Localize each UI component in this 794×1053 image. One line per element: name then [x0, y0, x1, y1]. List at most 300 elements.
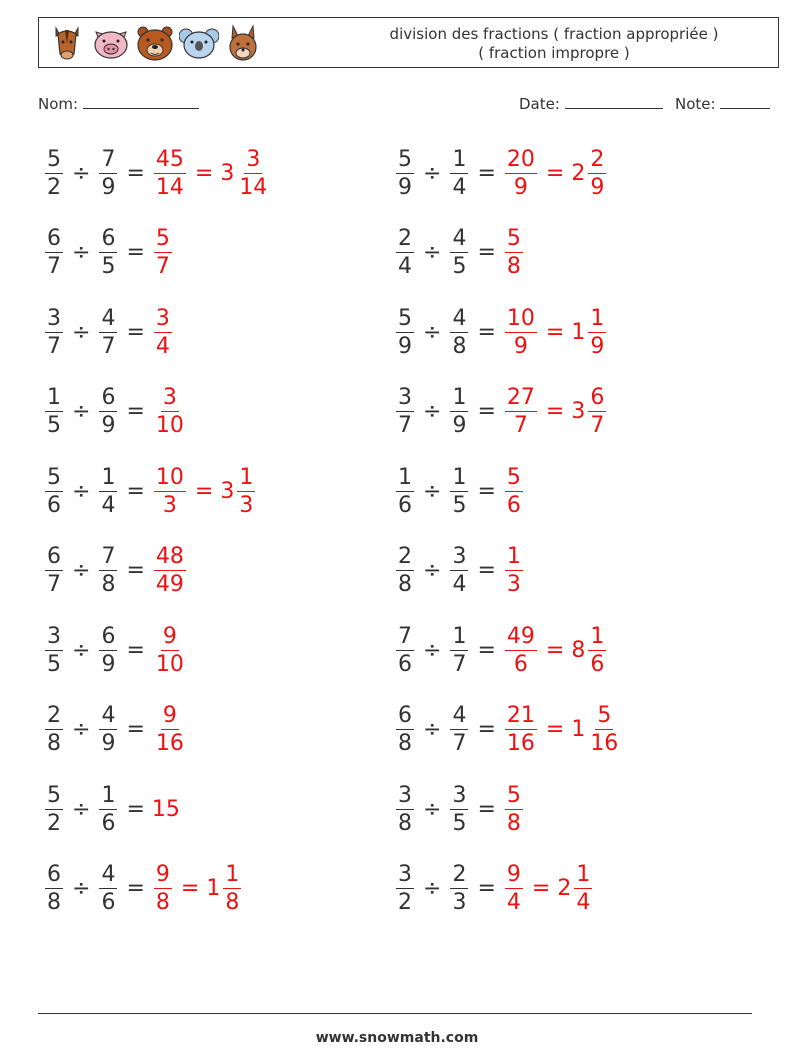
problem-item — [43, 143, 271, 203]
numerator: 9 — [162, 623, 177, 649]
problem-item — [43, 461, 257, 521]
numerator: 6 — [101, 623, 116, 649]
numerator: 5 — [47, 464, 61, 490]
numerator: 5 — [155, 226, 170, 251]
denominator: 6 — [101, 810, 116, 836]
numerator: 1 — [576, 862, 591, 887]
denominator: 8 — [506, 810, 521, 836]
fraction — [154, 305, 172, 360]
operator: ÷ — [72, 876, 91, 901]
numerator: 6 — [47, 544, 61, 569]
fraction — [505, 861, 523, 916]
denominator: 3 — [239, 492, 254, 518]
fraction — [45, 861, 63, 916]
fraction — [450, 861, 468, 916]
numerator: 5 — [47, 782, 61, 808]
fraction — [505, 464, 523, 519]
denominator: 5 — [452, 492, 467, 518]
denominator: 7 — [155, 254, 170, 279]
footer-divider — [38, 1013, 752, 1014]
fraction — [505, 702, 537, 757]
fraction — [396, 146, 414, 201]
operator: = — [477, 478, 496, 504]
denominator: 2 — [398, 890, 412, 915]
operator: ÷ — [72, 717, 91, 742]
numerator: 5 — [398, 305, 412, 331]
denominator: 7 — [590, 413, 605, 438]
denominator: 6 — [47, 492, 61, 518]
problem-item — [43, 700, 188, 760]
numerator: 1 — [225, 862, 240, 887]
note-field[interactable] — [675, 94, 770, 113]
fraction — [450, 543, 468, 598]
numerator: 3 — [398, 862, 412, 887]
denominator: 5 — [47, 651, 61, 677]
fraction — [45, 623, 63, 678]
fraction — [99, 146, 117, 201]
name-blank[interactable] — [83, 94, 199, 109]
operator: = — [477, 319, 496, 345]
denominator: 9 — [398, 174, 412, 200]
denominator: 6 — [101, 890, 116, 915]
mixed-fraction — [223, 861, 241, 916]
numerator: 1 — [452, 623, 467, 649]
fraction — [396, 861, 414, 916]
numerator: 5 — [47, 146, 61, 172]
operator: = — [126, 399, 145, 424]
problem-item — [394, 620, 608, 680]
operator: = — [477, 796, 496, 822]
numerator: 4 — [452, 703, 467, 728]
denominator: 8 — [398, 731, 412, 756]
denominator: 4 — [452, 572, 467, 597]
numerator: 3 — [398, 782, 412, 808]
denominator: 6 — [398, 651, 412, 677]
fraction — [154, 384, 186, 439]
operator: = — [477, 717, 496, 742]
date-field[interactable] — [519, 94, 663, 113]
fraction — [450, 782, 468, 837]
numerator: 3 — [452, 782, 467, 808]
operator: = — [477, 558, 496, 583]
problem-item — [394, 461, 525, 521]
fraction — [505, 225, 523, 280]
numerator: 5 — [597, 703, 612, 728]
operator: = — [545, 717, 565, 742]
operator: ÷ — [423, 319, 442, 345]
denominator: 5 — [101, 254, 116, 279]
fraction — [505, 623, 537, 678]
fraction — [99, 305, 117, 360]
operator: ÷ — [72, 637, 91, 663]
footer-url: www.snowmath.com — [315, 1030, 479, 1046]
denominator: 8 — [506, 254, 521, 279]
note-label: Note: — [675, 95, 716, 113]
operator: = — [126, 558, 145, 583]
numerator: 7 — [398, 623, 412, 649]
mixed-whole: 8 — [571, 637, 586, 663]
fraction — [396, 702, 414, 757]
operator: = — [194, 478, 214, 504]
operator: = — [126, 876, 145, 901]
numerator: 5 — [506, 226, 521, 251]
denominator: 4 — [576, 890, 591, 915]
date-blank[interactable] — [565, 94, 663, 109]
operator: ÷ — [423, 876, 442, 901]
numerator: 9 — [155, 862, 170, 887]
denominator: 9 — [513, 333, 528, 359]
fraction — [99, 782, 117, 837]
denominator: 7 — [398, 413, 412, 438]
numerator: 10 — [155, 464, 184, 490]
denominator: 6 — [513, 651, 528, 677]
denominator: 7 — [47, 572, 61, 597]
operator: = — [477, 160, 496, 186]
fraction — [396, 464, 414, 519]
fraction — [99, 623, 117, 678]
operator: = — [477, 637, 496, 663]
worksheet-header — [38, 17, 779, 68]
mixed-whole: 1 — [571, 717, 586, 742]
numerator: 6 — [47, 862, 61, 887]
fraction — [154, 861, 172, 916]
fraction — [450, 305, 468, 360]
operator: = — [545, 637, 565, 663]
denominator: 4 — [506, 890, 521, 915]
fraction — [99, 384, 117, 439]
denominator: 9 — [513, 174, 528, 200]
operator: ÷ — [72, 478, 91, 504]
denominator: 2 — [47, 174, 61, 200]
mixed-fraction — [588, 623, 606, 678]
mixed-whole: 1 — [206, 876, 221, 901]
numerator: 3 — [47, 623, 61, 649]
denominator: 9 — [101, 413, 116, 438]
fraction — [505, 782, 523, 837]
numerator: 48 — [155, 544, 184, 569]
denominator: 3 — [506, 572, 521, 597]
bear-icon — [135, 22, 175, 64]
denominator: 7 — [452, 731, 467, 756]
fraction — [45, 543, 63, 598]
operator: ÷ — [72, 399, 91, 424]
operator: = — [126, 637, 145, 663]
fraction — [505, 146, 537, 201]
numerator: 4 — [101, 703, 116, 728]
operator: = — [180, 876, 200, 901]
numerator: 4 — [101, 305, 116, 331]
fraction — [99, 702, 117, 757]
operator: ÷ — [72, 558, 91, 583]
numerator: 1 — [506, 544, 521, 569]
fraction — [450, 384, 468, 439]
animal-icons — [47, 22, 263, 64]
mixed-whole: 1 — [571, 319, 586, 345]
denominator: 4 — [452, 174, 467, 200]
answer-whole: 15 — [151, 796, 180, 822]
numerator: 3 — [162, 385, 177, 410]
denominator: 9 — [101, 174, 116, 200]
numerator: 1 — [590, 305, 605, 331]
numerator: 5 — [506, 782, 521, 808]
operator: ÷ — [423, 160, 442, 186]
fraction — [396, 225, 414, 280]
denominator: 14 — [155, 174, 184, 200]
fraction — [45, 225, 63, 280]
numerator: 9 — [506, 862, 521, 887]
denominator: 4 — [101, 492, 116, 518]
operator: = — [126, 796, 145, 822]
mixed-fraction — [588, 702, 620, 757]
note-blank[interactable] — [720, 94, 770, 109]
numerator: 6 — [590, 385, 605, 410]
numerator: 1 — [452, 146, 467, 172]
denominator: 8 — [155, 890, 170, 915]
problem-item — [43, 779, 180, 839]
problem-item — [394, 302, 608, 362]
mixed-whole: 2 — [571, 160, 586, 186]
numerator: 45 — [155, 146, 184, 172]
mixed-fraction — [574, 861, 592, 916]
numerator: 2 — [398, 544, 412, 569]
operator: = — [531, 876, 551, 901]
denominator: 16 — [506, 731, 535, 756]
fraction — [99, 543, 117, 598]
denominator: 9 — [398, 333, 412, 359]
denominator: 14 — [239, 174, 268, 200]
numerator: 49 — [506, 623, 535, 649]
problem-item — [43, 620, 188, 680]
numerator: 2 — [452, 862, 467, 887]
operator: ÷ — [423, 478, 442, 504]
fraction — [396, 305, 414, 360]
mixed-whole: 3 — [220, 160, 235, 186]
denominator: 10 — [155, 651, 184, 677]
mixed-fraction — [237, 146, 269, 201]
numerator: 7 — [101, 146, 116, 172]
numerator: 2 — [47, 703, 61, 728]
fraction — [154, 464, 186, 519]
denominator: 8 — [398, 810, 412, 836]
name-label: Nom: — [38, 95, 79, 113]
denominator: 7 — [47, 254, 61, 279]
numerator: 3 — [155, 305, 170, 331]
worksheet-title — [344, 25, 764, 63]
problem-item — [43, 541, 188, 601]
denominator: 5 — [47, 413, 61, 438]
operator: = — [126, 160, 145, 186]
numerator: 6 — [47, 226, 61, 251]
denominator: 2 — [47, 810, 61, 836]
fraction — [450, 146, 468, 201]
operator: = — [545, 160, 565, 186]
operator: ÷ — [423, 717, 442, 742]
fraction — [396, 543, 414, 598]
fraction — [450, 623, 468, 678]
numerator: 2 — [398, 226, 412, 251]
operator: = — [477, 240, 496, 265]
numerator: 21 — [506, 703, 535, 728]
title-line-1: division des fractions ( fraction appropriée ) — [389, 25, 719, 43]
numerator: 2 — [590, 146, 605, 172]
denominator: 8 — [398, 572, 412, 597]
fraction — [99, 464, 117, 519]
title-line-2: ( fraction impropre ) — [478, 44, 630, 62]
fraction — [45, 384, 63, 439]
fraction — [154, 225, 172, 280]
operator: = — [477, 399, 496, 424]
problem-item — [394, 541, 525, 601]
operator: ÷ — [72, 240, 91, 265]
numerator: 10 — [506, 305, 535, 331]
numerator: 1 — [101, 464, 116, 490]
mixed-fraction — [588, 146, 606, 201]
fraction — [99, 225, 117, 280]
mixed-fraction — [588, 305, 606, 360]
operator: = — [545, 319, 565, 345]
numerator: 6 — [101, 385, 116, 410]
denominator: 3 — [452, 890, 467, 915]
fraction — [396, 623, 414, 678]
denominator: 9 — [452, 413, 467, 438]
fraction — [154, 543, 186, 598]
numerator: 6 — [101, 226, 116, 251]
operator: = — [126, 717, 145, 742]
denominator: 7 — [452, 651, 467, 677]
numerator: 20 — [506, 146, 535, 172]
operator: = — [545, 399, 565, 424]
denominator: 9 — [101, 731, 116, 756]
fraction — [45, 146, 63, 201]
numerator: 6 — [398, 703, 412, 728]
denominator: 5 — [452, 254, 467, 279]
denominator: 16 — [590, 731, 619, 756]
numerator: 4 — [101, 862, 116, 887]
denominator: 3 — [162, 492, 177, 518]
numerator: 9 — [162, 703, 177, 728]
fraction — [450, 702, 468, 757]
denominator: 9 — [590, 333, 605, 359]
denominator: 6 — [506, 492, 521, 518]
denominator: 8 — [452, 333, 467, 359]
denominator: 16 — [155, 731, 184, 756]
operator: = — [126, 478, 145, 504]
operator: ÷ — [423, 637, 442, 663]
numerator: 3 — [452, 544, 467, 569]
fraction — [45, 782, 63, 837]
denominator: 9 — [590, 174, 605, 200]
operator: ÷ — [72, 319, 91, 345]
fraction — [505, 543, 523, 598]
denominator: 7 — [101, 333, 116, 359]
problem-item — [394, 779, 525, 839]
fraction — [45, 702, 63, 757]
numerator: 1 — [47, 385, 61, 410]
denominator: 9 — [101, 651, 116, 677]
mixed-whole: 3 — [220, 478, 235, 504]
numerator: 3 — [398, 385, 412, 410]
fraction — [396, 782, 414, 837]
operator: ÷ — [423, 240, 442, 265]
operator: = — [126, 319, 145, 345]
mixed-whole: 2 — [557, 876, 572, 901]
problem-item — [394, 859, 594, 919]
numerator: 5 — [398, 146, 412, 172]
numerator: 4 — [452, 226, 467, 251]
numerator: 3 — [47, 305, 61, 331]
problem-item — [394, 700, 622, 760]
denominator: 4 — [398, 254, 412, 279]
denominator: 8 — [101, 572, 116, 597]
koala-icon — [179, 22, 219, 64]
fraction — [450, 464, 468, 519]
denominator: 5 — [452, 810, 467, 836]
denominator: 4 — [155, 333, 170, 359]
operator: ÷ — [423, 796, 442, 822]
denominator: 10 — [155, 413, 184, 438]
pig-icon — [91, 22, 131, 64]
numerator: 1 — [398, 464, 412, 490]
mixed-whole: 3 — [571, 399, 586, 424]
squirrel-icon — [223, 22, 263, 64]
operator: ÷ — [72, 796, 91, 822]
fraction — [154, 623, 186, 678]
denominator: 7 — [47, 333, 61, 359]
operator: ÷ — [423, 399, 442, 424]
operator: = — [194, 160, 214, 186]
problem-item — [43, 382, 188, 442]
numerator: 27 — [506, 385, 535, 410]
numerator: 1 — [101, 782, 116, 808]
numerator: 3 — [246, 146, 261, 172]
fraction — [99, 861, 117, 916]
numerator: 1 — [239, 464, 254, 490]
denominator: 8 — [47, 890, 61, 915]
fraction — [45, 464, 63, 519]
horse-icon — [47, 22, 87, 64]
fraction — [450, 225, 468, 280]
problem-item — [394, 143, 608, 203]
denominator: 6 — [590, 651, 605, 677]
fraction — [505, 384, 537, 439]
problem-item — [394, 382, 608, 442]
operator: ÷ — [423, 558, 442, 583]
denominator: 49 — [155, 572, 184, 597]
numerator: 1 — [452, 385, 467, 410]
date-label: Date: — [519, 95, 560, 113]
denominator: 8 — [47, 731, 61, 756]
problem-item — [43, 859, 243, 919]
operator: = — [477, 876, 496, 901]
numerator: 5 — [506, 464, 521, 490]
operator: = — [126, 240, 145, 265]
name-field[interactable] — [38, 94, 199, 113]
problem-item — [43, 223, 174, 283]
fraction — [154, 146, 186, 201]
numerator: 1 — [590, 623, 605, 649]
denominator: 7 — [513, 413, 528, 438]
problem-item — [43, 302, 174, 362]
fraction — [505, 305, 537, 360]
operator: ÷ — [72, 160, 91, 186]
numerator: 1 — [452, 464, 467, 490]
denominator: 6 — [398, 492, 412, 518]
mixed-fraction — [588, 384, 606, 439]
fraction — [154, 702, 186, 757]
fraction — [396, 384, 414, 439]
problem-item — [394, 223, 525, 283]
denominator: 8 — [225, 890, 240, 915]
